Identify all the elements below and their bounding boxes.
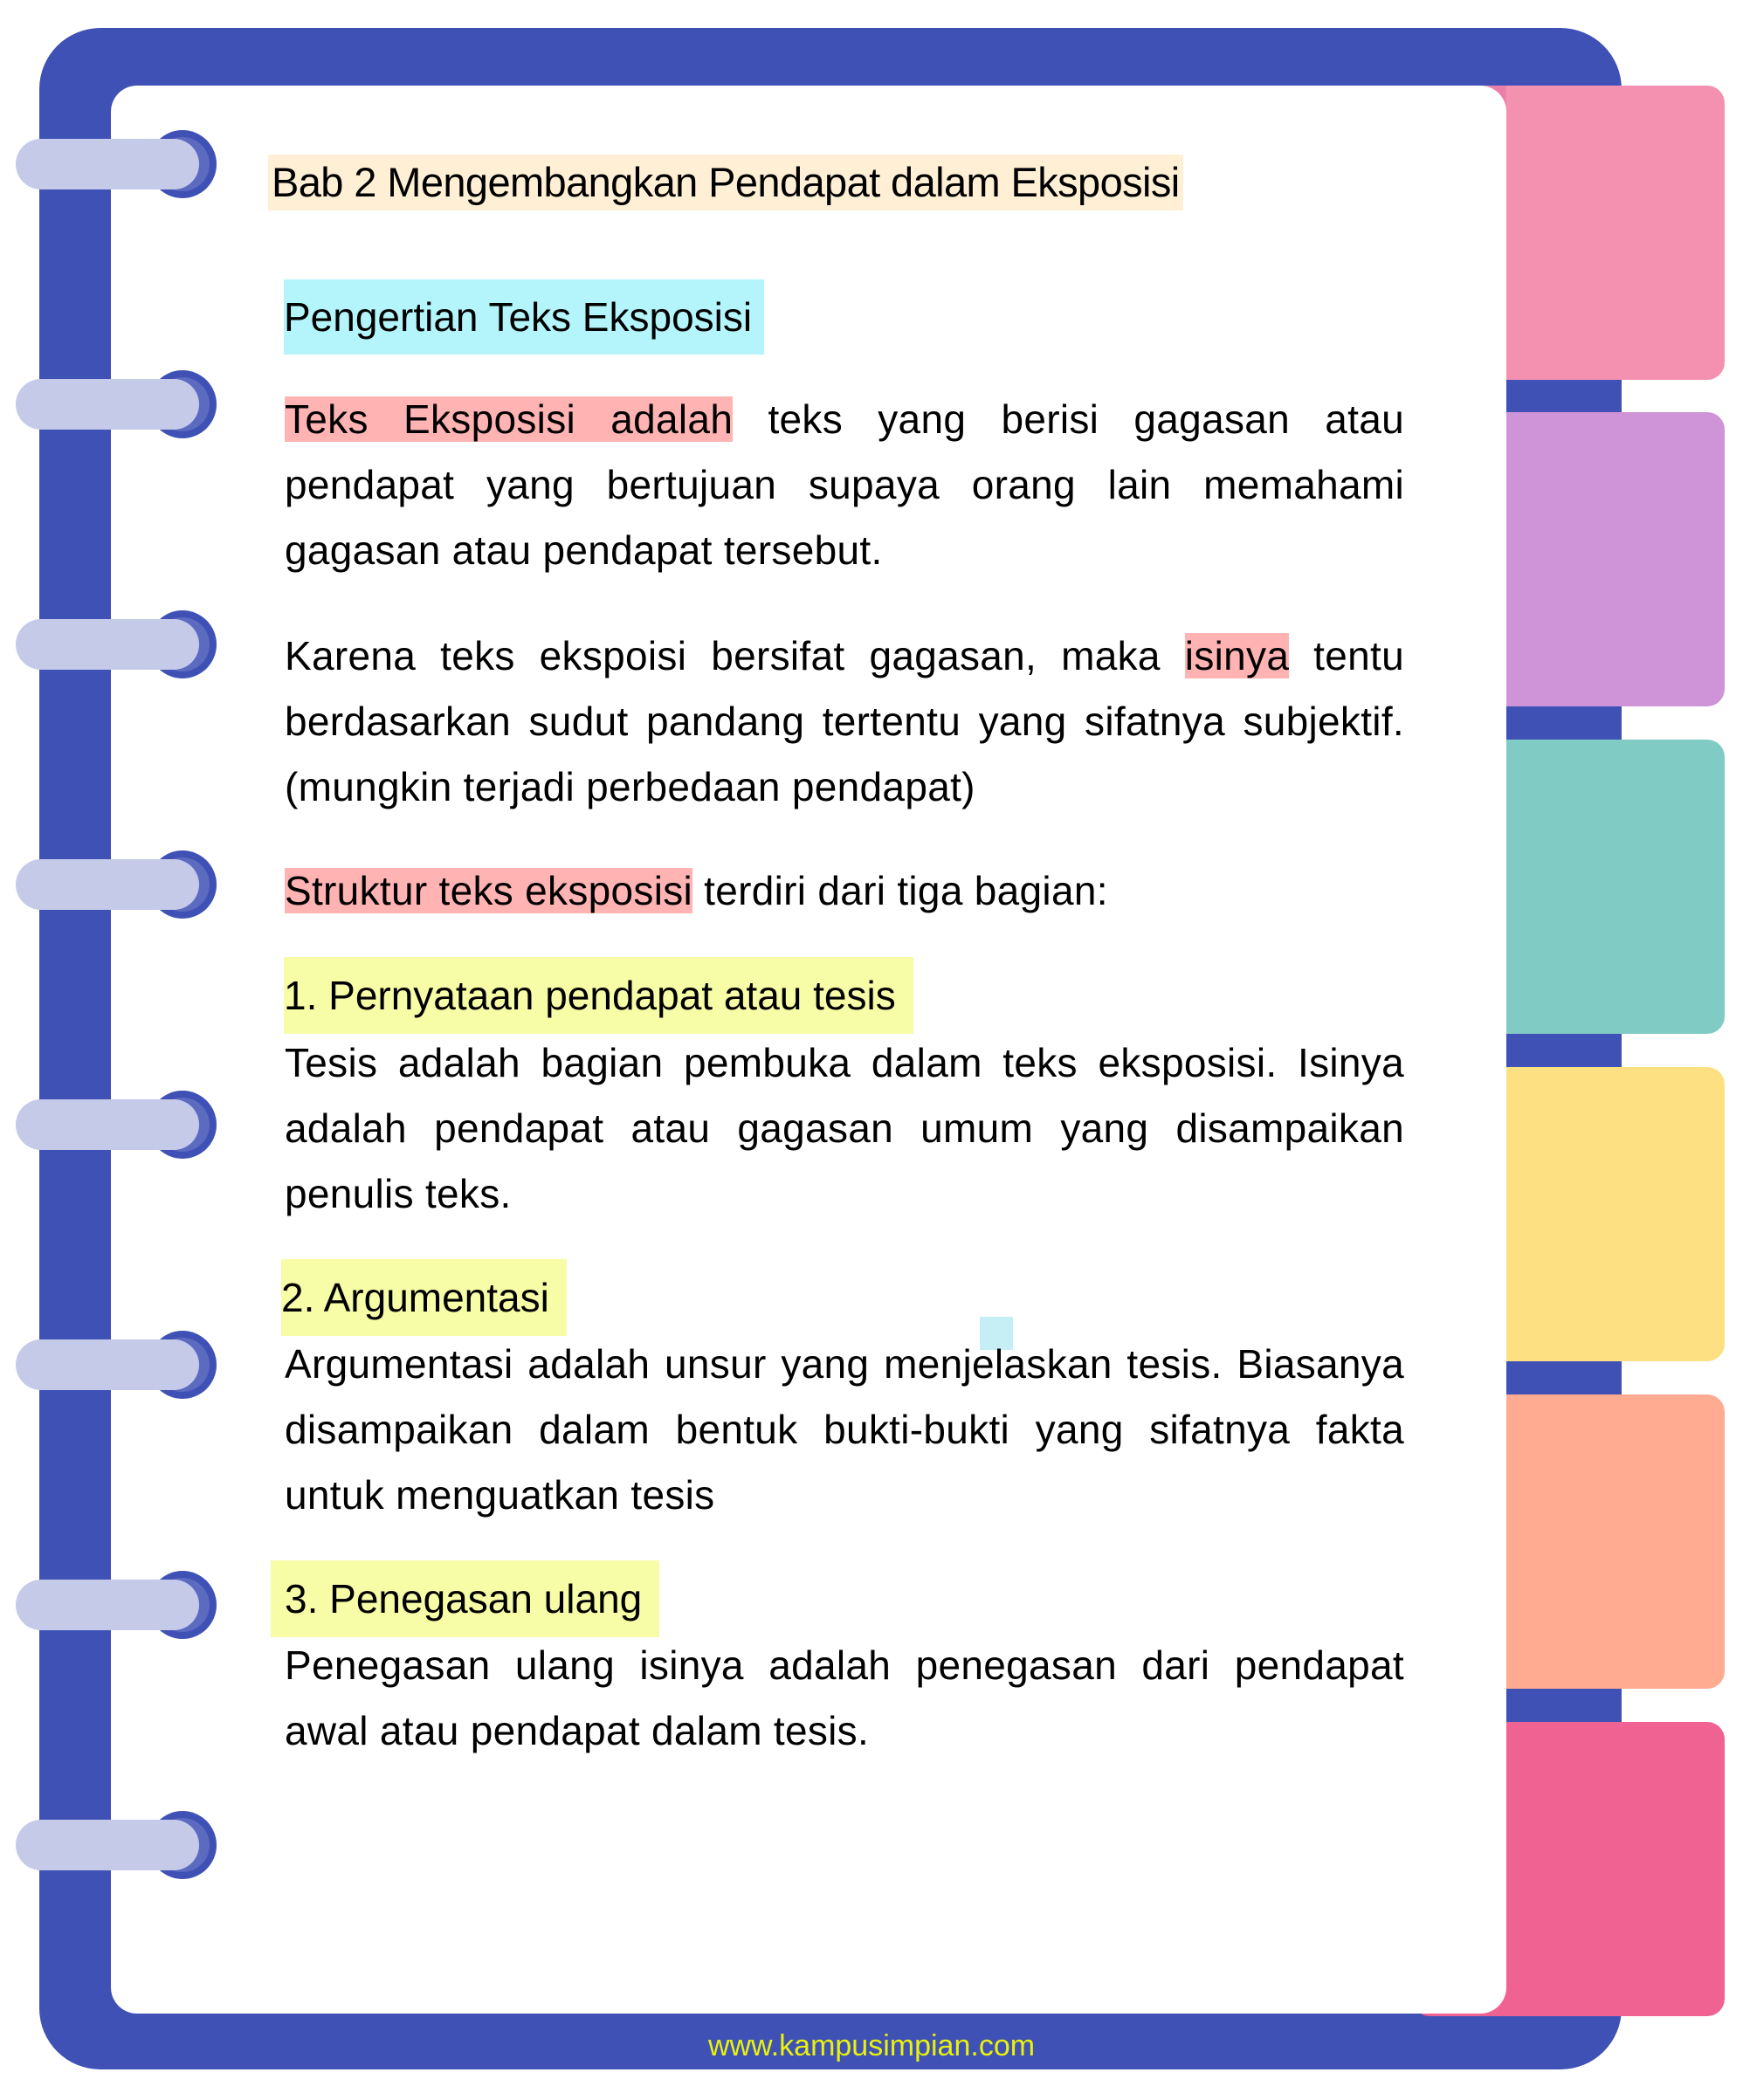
definition-paragraph <box>285 387 1404 583</box>
part-heading-argumentation: 2. Argumentasi <box>281 1259 567 1336</box>
definition-highlight: Teks Eksposisi adalah <box>285 396 734 442</box>
nature-highlight: isinya <box>1184 633 1290 678</box>
binder-ring <box>16 374 217 435</box>
footer-website[interactable]: www.kampusimpian.com <box>707 2029 1036 2062</box>
binder-ring <box>16 1814 217 1876</box>
nature-text-before: Karena teks ekspoisi bersifat gagasan, maka <box>285 633 1185 678</box>
part-heading-thesis: 1. Pernyataan pendapat atau tesis <box>284 957 913 1034</box>
binder-ring <box>16 1574 217 1635</box>
nature-paragraph <box>285 623 1404 820</box>
binder-ring <box>16 854 217 915</box>
binder-ring <box>16 1334 217 1395</box>
nature-text-after: tentu berdasarkan sudut pandang tertentu yang sifatnya subjektif. (mungkin terjadi perbedaan pendapat) <box>285 633 1404 809</box>
structure-highlight: Struktur teks eksposisi <box>285 868 693 913</box>
binder-ring <box>16 134 217 195</box>
chapter-title: Bab 2 Mengembangkan Pendapat dalam Eksposisi <box>268 155 1183 210</box>
part-body-thesis: Tesis adalah bagian pembuka dalam teks eksposisi. Isinya adalah pendapat atau gagasan umum yang disampaikan penulis teks. <box>285 1040 1404 1216</box>
definition-text: teks yang berisi gagasan atau pendapat yang bertujuan supaya orang lain memahami gagasan atau pendapat tersebut. <box>285 396 1404 573</box>
part-body-argumentation: Argumentasi adalah unsur yang menjelaskan tesis. Biasanya disampaikan dalam bentuk bukti-bukti yang sifatnya fakta untuk menguatkan tesis <box>285 1341 1404 1518</box>
binder-ring <box>16 614 217 675</box>
binder-ring <box>16 1094 217 1155</box>
section-heading: Pengertian Teks Eksposisi <box>284 279 764 355</box>
part-body-reaffirmation: Penegasan ulang isinya adalah penegasan dari pendapat awal atau pendapat dalam tesis. <box>285 1642 1404 1753</box>
structure-text: terdiri dari tiga bagian: <box>692 868 1108 913</box>
structure-paragraph <box>285 858 1404 924</box>
part-heading-reaffirmation: 3. Penegasan ulang <box>271 1560 659 1637</box>
